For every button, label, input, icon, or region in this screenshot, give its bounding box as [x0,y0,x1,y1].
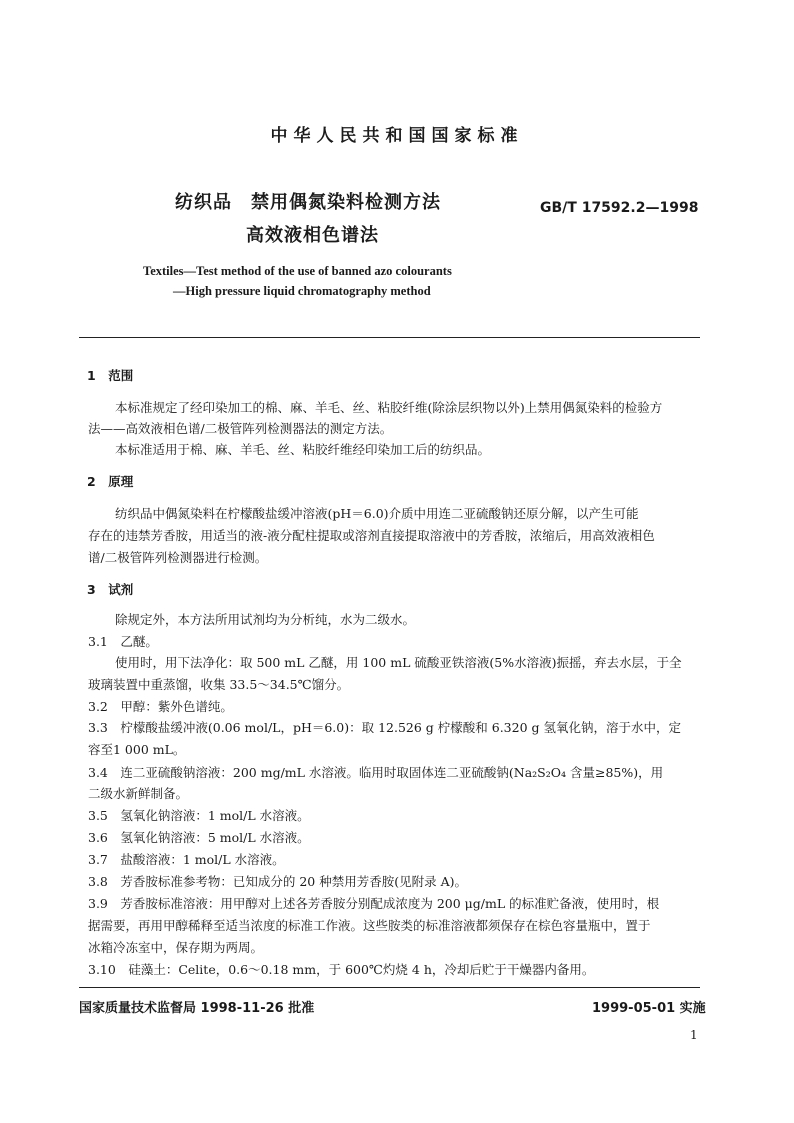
reagent-item: 3.6 氢氧化钠溶液：5 mol/L 水溶液。 [88,830,310,845]
english-title-line2: —High pressure liquid chromatography method [173,284,431,298]
english-title-line1: Textiles—Test method of the use of banned azo colourants [143,264,452,278]
reagent-item-detail: 二级水新鲜制备。 [88,786,189,801]
section-2-paragraph-line: 谱/二极管阵列检测器进行检测。 [88,550,268,565]
footer-divider [79,987,700,988]
reagent-item: 3.4 连二亚硫酸钠溶液：200 mg/mL 水溶液。临用时取固体连二亚硫酸钠(Na₂S₂O₄ 含量≥85%)，用 [88,765,664,780]
standard-number: GB/T 17592.2—1998 [540,200,699,216]
reagent-item: 3.5 氢氧化钠溶液：1 mol/L 水溶液。 [88,808,310,823]
document-title-line2: 高效液相色谱法 [246,225,379,246]
reagent-item: 3.7 盐酸溶液：1 mol/L 水溶液。 [88,852,285,867]
reagent-item-detail: 冰箱冷冻室中，保存期为两周。 [88,940,264,955]
section-2-heading: 2 原理 [87,474,134,489]
header-divider [79,337,700,338]
section-1-paragraph-line: 法——高效液相色谱/二极管阵列检测器法的测定方法。 [88,421,393,436]
implementation-date: 1999-05-01 实施 [592,1001,706,1016]
section-1-paragraph-line: 本标准适用于棉、麻、羊毛、丝、粘胶纤维经印染加工后的纺织品。 [115,442,491,457]
reagent-item-detail: 容至1 000 mL。 [88,742,186,757]
section-1-paragraph-line: 本标准规定了经印染加工的棉、麻、羊毛、丝、粘胶纤维(除涂层织物以外)上禁用偶氮染料的检验方 [115,400,663,415]
section-3-intro: 除规定外，本方法所用试剂均为分析纯，水为二级水。 [115,612,416,627]
document-title-line1: 纺织品 禁用偶氮染料检测方法 [175,192,441,213]
section-2-paragraph-line: 存在的违禁芳香胺，用适当的液-液分配柱提取或溶剂直接提取溶液中的芳香胺，浓缩后，用高效液相色 [88,528,655,543]
approval-date: 国家质量技术监督局 1998-11-26 批准 [79,1001,315,1016]
section-1-heading: 1 范围 [87,368,134,383]
national-standard-heading: 中华人民共和国国家标准 [270,126,524,146]
reagent-item: 3.10 硅藻土：Celite，0.6～0.18 mm，于 600℃灼烧 4 h，冷却后贮于干燥器内备用。 [88,962,595,977]
reagent-item: 3.3 柠檬酸盐缓冲液(0.06 mol/L，pH＝6.0)：取 12.526 g 柠檬酸和 6.320 g 氢氧化钠，溶于水中，定 [88,720,681,735]
reagent-item: 3.9 芳香胺标准溶液：用甲醇对上述各芳香胺分别配成浓度为 200 μg/mL 的标准贮备液，使用时，根 [88,896,660,911]
reagent-item-detail: 据需要，再用甲醇稀释至适当浓度的标准工作液。这些胺类的标准溶液都须保存在棕色容量瓶中，置于 [88,918,651,933]
section-3-heading: 3 试剂 [87,582,134,597]
reagent-item: 3.2 甲醇：紫外色谱纯。 [88,699,233,714]
page-number: 1 [690,1028,698,1042]
reagent-item-detail: 使用时，用下法净化：取 500 mL 乙醚，用 100 mL 硫酸亚铁溶液(5%水溶液)振摇，弃去水层，于全 [115,655,682,670]
reagent-item-detail: 玻璃装置中重蒸馏，收集 33.5～34.5℃馏分。 [88,677,350,692]
reagent-item: 3.8 芳香胺标准参考物：已知成分的 20 种禁用芳香胺(见附录 A)。 [88,874,467,889]
reagent-item: 3.1 乙醚。 [88,634,158,649]
section-2-paragraph-line: 纺织品中偶氮染料在柠檬酸盐缓冲溶液(pH＝6.0)介质中用连二亚硫酸钠还原分解，以产生可能 [115,506,639,521]
